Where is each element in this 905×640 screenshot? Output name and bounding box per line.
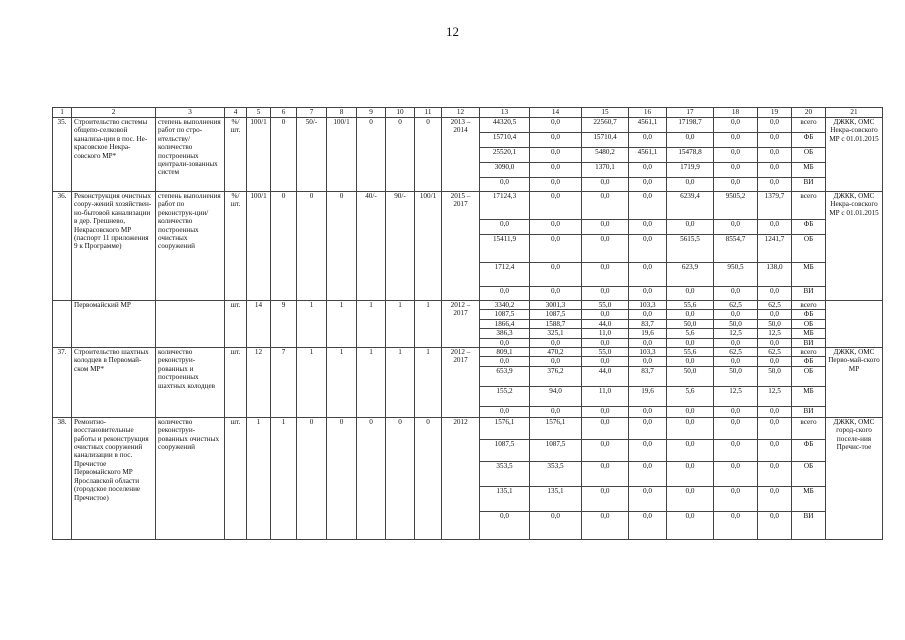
cell-c17: 50,0 bbox=[667, 319, 714, 328]
cell-indicator: степень выполнения работ по реконструк-ции/ количество построенных очистных сооружений bbox=[156, 192, 225, 301]
cell-c15: 11,0 bbox=[582, 329, 629, 338]
cell-funding-source: ВИ bbox=[792, 178, 826, 192]
cell-c16: 4561,1 bbox=[629, 118, 667, 133]
cell-c14: 1087,5 bbox=[530, 439, 582, 461]
cell-c11: 0 bbox=[415, 118, 442, 192]
cell-c17: 50,0 bbox=[667, 366, 714, 386]
cell-c18: 0,0 bbox=[714, 310, 758, 319]
column-number-row bbox=[53, 108, 883, 118]
cell-c19: 0,0 bbox=[758, 417, 792, 439]
cell-c18: 12,5 bbox=[714, 329, 758, 338]
cell-c18: 0,0 bbox=[714, 439, 758, 461]
cell-c15: 0,0 bbox=[582, 287, 629, 301]
cell-c17: 5,6 bbox=[667, 386, 714, 406]
cell-period: 2012 – 2017 bbox=[442, 348, 480, 418]
cell-executor: ДЖКК, ОМС Перво-май-ского МР bbox=[826, 348, 883, 418]
cell-c18: 0,0 bbox=[714, 178, 758, 192]
cell-c13: 386,3 bbox=[480, 329, 530, 338]
cell-c19: 0,0 bbox=[758, 406, 792, 417]
cell-c18: 0,0 bbox=[714, 461, 758, 486]
cell-c14: 325,1 bbox=[530, 329, 582, 338]
column-header-16: 16 bbox=[629, 108, 667, 118]
cell-c17: 623,9 bbox=[667, 263, 714, 287]
cell-c19: 0,0 bbox=[758, 357, 792, 366]
cell-c19: 62,5 bbox=[758, 301, 792, 310]
cell-c16: 0,0 bbox=[629, 461, 667, 486]
cell-c17: 1719,9 bbox=[667, 163, 714, 178]
cell-c5: 1 bbox=[247, 417, 271, 539]
cell-num: 37. bbox=[53, 348, 72, 418]
cell-period: 2012 bbox=[442, 417, 480, 539]
cell-c11: 1 bbox=[415, 348, 442, 418]
cell-c6: 1 bbox=[271, 417, 297, 539]
cell-funding-source: ФБ bbox=[792, 310, 826, 319]
cell-c16: 0,0 bbox=[629, 220, 667, 235]
cell-c17: 15478,8 bbox=[667, 148, 714, 163]
cell-c18: 950,5 bbox=[714, 263, 758, 287]
cell-c15: 0,0 bbox=[582, 406, 629, 417]
cell-funding-source: ФБ bbox=[792, 133, 826, 148]
cell-c14: 1588,7 bbox=[530, 319, 582, 328]
cell-c16: 0,0 bbox=[629, 133, 667, 148]
cell-indicator: количество реконструи-рованных очистных сооружений bbox=[156, 417, 225, 539]
cell-c15: 0,0 bbox=[582, 310, 629, 319]
cell-c13: 3090,0 bbox=[480, 163, 530, 178]
cell-funding-source: всего bbox=[792, 192, 826, 220]
column-header-19: 19 bbox=[758, 108, 792, 118]
cell-c13: 1576,1 bbox=[480, 417, 530, 439]
cell-c16: 0,0 bbox=[629, 287, 667, 301]
cell-c16: 0,0 bbox=[629, 263, 667, 287]
cell-c8: 100/1 bbox=[327, 118, 357, 192]
cell-c15: 0,0 bbox=[582, 357, 629, 366]
cell-c14: 353,5 bbox=[530, 461, 582, 486]
cell-c13: 809,1 bbox=[480, 348, 530, 357]
cell-period: 2012 – 2017 bbox=[442, 301, 480, 348]
column-header-8: 8 bbox=[327, 108, 357, 118]
cell-c14: 94,0 bbox=[530, 386, 582, 406]
cell-c10: 0 bbox=[386, 118, 415, 192]
cell-c14: 0,0 bbox=[530, 406, 582, 417]
cell-c14: 0,0 bbox=[530, 133, 582, 148]
cell-c17: 0,0 bbox=[667, 178, 714, 192]
table-row bbox=[53, 118, 883, 133]
cell-c18: 12,5 bbox=[714, 386, 758, 406]
cell-c17: 5615,5 bbox=[667, 235, 714, 263]
cell-c18: 62,5 bbox=[714, 348, 758, 357]
table-row bbox=[53, 301, 883, 310]
cell-c16: 0,0 bbox=[629, 310, 667, 319]
cell-c13: 25520,1 bbox=[480, 148, 530, 163]
cell-c8: 1 bbox=[327, 301, 357, 348]
program-table bbox=[52, 107, 883, 540]
page-number: 12 bbox=[446, 24, 459, 39]
cell-c13: 1712,4 bbox=[480, 263, 530, 287]
cell-c11: 100/1 bbox=[415, 192, 442, 301]
cell-c15: 0,0 bbox=[582, 178, 629, 192]
cell-c14: 0,0 bbox=[530, 511, 582, 539]
column-header-9: 9 bbox=[357, 108, 386, 118]
cell-c15: 15710,4 bbox=[582, 133, 629, 148]
cell-c15: 55,0 bbox=[582, 348, 629, 357]
cell-c19: 12,5 bbox=[758, 386, 792, 406]
cell-c16: 4561,1 bbox=[629, 148, 667, 163]
cell-c7: 50/- bbox=[297, 118, 327, 192]
cell-c18: 0,0 bbox=[714, 148, 758, 163]
cell-c18: 9505,2 bbox=[714, 192, 758, 220]
cell-c19: 0,0 bbox=[758, 220, 792, 235]
cell-c11: 1 bbox=[415, 301, 442, 348]
cell-period: 2013 – 2014 bbox=[442, 118, 480, 192]
cell-c19: 12,5 bbox=[758, 329, 792, 338]
cell-c16: 0,0 bbox=[629, 439, 667, 461]
cell-c6: 0 bbox=[271, 118, 297, 192]
cell-c7: 1 bbox=[297, 348, 327, 418]
cell-c5: 14 bbox=[247, 301, 271, 348]
cell-funding-source: ФБ bbox=[792, 357, 826, 366]
cell-c15: 0,0 bbox=[582, 338, 629, 347]
cell-c17: 0,0 bbox=[667, 133, 714, 148]
cell-c10: 1 bbox=[386, 301, 415, 348]
cell-c15: 0,0 bbox=[582, 417, 629, 439]
cell-c14: 0,0 bbox=[530, 148, 582, 163]
cell-c18: 0,0 bbox=[714, 118, 758, 133]
cell-c9: 1 bbox=[357, 348, 386, 418]
cell-c17: 0,0 bbox=[667, 511, 714, 539]
cell-c18: 0,0 bbox=[714, 220, 758, 235]
cell-c14: 0,0 bbox=[530, 118, 582, 133]
cell-c13: 353,5 bbox=[480, 461, 530, 486]
cell-c15: 55,0 bbox=[582, 301, 629, 310]
cell-c19: 138,0 bbox=[758, 263, 792, 287]
cell-c5: 100/1 bbox=[247, 118, 271, 192]
cell-c7: 0 bbox=[297, 417, 327, 539]
cell-c10: 1 bbox=[386, 348, 415, 418]
cell-funding-source: ОБ bbox=[792, 148, 826, 163]
cell-c17: 0,0 bbox=[667, 220, 714, 235]
cell-indicator: количество реконструи-рованных и построенных шахтных колодцев bbox=[156, 348, 225, 418]
cell-funding-source: ОБ bbox=[792, 235, 826, 263]
cell-funding-source: ФБ bbox=[792, 220, 826, 235]
column-header-18: 18 bbox=[714, 108, 758, 118]
cell-name: Первомайский МР bbox=[72, 301, 156, 348]
cell-c15: 44,0 bbox=[582, 366, 629, 386]
cell-num: 36. bbox=[53, 192, 72, 301]
cell-c6: 9 bbox=[271, 301, 297, 348]
cell-c13: 3340,2 bbox=[480, 301, 530, 310]
column-header-21: 21 bbox=[826, 108, 883, 118]
cell-executor bbox=[826, 301, 883, 348]
cell-c15: 44,0 bbox=[582, 319, 629, 328]
cell-c16: 0,0 bbox=[629, 235, 667, 263]
cell-c13: 17124,3 bbox=[480, 192, 530, 220]
cell-c10: 90/- bbox=[386, 192, 415, 301]
cell-c13: 0,0 bbox=[480, 357, 530, 366]
column-header-10: 10 bbox=[386, 108, 415, 118]
cell-c6: 7 bbox=[271, 348, 297, 418]
cell-c14: 1087,5 bbox=[530, 310, 582, 319]
column-header-4: 4 bbox=[225, 108, 247, 118]
cell-c17: 0,0 bbox=[667, 338, 714, 347]
cell-funding-source: ОБ bbox=[792, 366, 826, 386]
cell-c16: 0,0 bbox=[629, 486, 667, 511]
column-header-1: 1 bbox=[53, 108, 72, 118]
cell-c15: 22560,7 bbox=[582, 118, 629, 133]
cell-c14: 0,0 bbox=[530, 287, 582, 301]
cell-c15: 0,0 bbox=[582, 235, 629, 263]
cell-c8: 1 bbox=[327, 348, 357, 418]
column-header-17: 17 bbox=[667, 108, 714, 118]
cell-c15: 0,0 bbox=[582, 192, 629, 220]
cell-num: 35. bbox=[53, 118, 72, 192]
cell-c19: 50,0 bbox=[758, 366, 792, 386]
cell-c17: 55,6 bbox=[667, 301, 714, 310]
cell-c9: 1 bbox=[357, 301, 386, 348]
cell-funding-source: МБ bbox=[792, 486, 826, 511]
cell-unit: шт. bbox=[225, 417, 247, 539]
cell-c19: 1379,7 bbox=[758, 192, 792, 220]
cell-c19: 0,0 bbox=[758, 338, 792, 347]
cell-c16: 0,0 bbox=[629, 338, 667, 347]
cell-c11: 0 bbox=[415, 417, 442, 539]
cell-c18: 0,0 bbox=[714, 287, 758, 301]
table-row bbox=[53, 417, 883, 439]
cell-c16: 19,6 bbox=[629, 386, 667, 406]
cell-c19: 0,0 bbox=[758, 148, 792, 163]
cell-c17: 17198,7 bbox=[667, 118, 714, 133]
cell-c13: 0,0 bbox=[480, 511, 530, 539]
cell-c17: 0,0 bbox=[667, 287, 714, 301]
column-header-12: 12 bbox=[442, 108, 480, 118]
cell-c14: 1576,1 bbox=[530, 417, 582, 439]
cell-c18: 0,0 bbox=[714, 338, 758, 347]
cell-num: 38. bbox=[53, 417, 72, 539]
cell-funding-source: МБ bbox=[792, 263, 826, 287]
cell-c18: 0,0 bbox=[714, 511, 758, 539]
cell-funding-source: всего bbox=[792, 301, 826, 310]
cell-c16: 0,0 bbox=[629, 511, 667, 539]
cell-c15: 0,0 bbox=[582, 220, 629, 235]
cell-c10: 0 bbox=[386, 417, 415, 539]
cell-c15: 11,0 bbox=[582, 386, 629, 406]
cell-c19: 50,0 bbox=[758, 319, 792, 328]
cell-c19: 0,0 bbox=[758, 287, 792, 301]
cell-c14: 470,2 bbox=[530, 348, 582, 357]
cell-c16: 19,6 bbox=[629, 329, 667, 338]
cell-c14: 0,0 bbox=[530, 163, 582, 178]
cell-c18: 0,0 bbox=[714, 486, 758, 511]
cell-c13: 1087,5 bbox=[480, 439, 530, 461]
cell-c19: 0,0 bbox=[758, 118, 792, 133]
cell-c5: 100/1 bbox=[247, 192, 271, 301]
cell-c15: 0,0 bbox=[582, 263, 629, 287]
cell-funding-source: МБ bbox=[792, 386, 826, 406]
cell-c9: 0 bbox=[357, 417, 386, 539]
cell-c16: 83,7 bbox=[629, 366, 667, 386]
cell-c9: 40/- bbox=[357, 192, 386, 301]
cell-c17: 0,0 bbox=[667, 417, 714, 439]
cell-funding-source: ОБ bbox=[792, 319, 826, 328]
cell-c18: 50,0 bbox=[714, 319, 758, 328]
cell-c14: 0,0 bbox=[530, 357, 582, 366]
cell-c14: 0,0 bbox=[530, 192, 582, 220]
table-row bbox=[53, 348, 883, 357]
cell-c19: 0,0 bbox=[758, 133, 792, 148]
cell-c19: 1241,7 bbox=[758, 235, 792, 263]
cell-c8: 0 bbox=[327, 192, 357, 301]
cell-c19: 0,0 bbox=[758, 163, 792, 178]
cell-c16: 0,0 bbox=[629, 417, 667, 439]
cell-c16: 0,0 bbox=[629, 357, 667, 366]
cell-c16: 0,0 bbox=[629, 406, 667, 417]
cell-c17: 0,0 bbox=[667, 439, 714, 461]
cell-c18: 62,5 bbox=[714, 301, 758, 310]
cell-c16: 0,0 bbox=[629, 163, 667, 178]
cell-c13: 15710,4 bbox=[480, 133, 530, 148]
cell-c8: 0 bbox=[327, 417, 357, 539]
cell-executor: ДЖКК, ОМС город-ского поселе-ния Пречис-тое bbox=[826, 417, 883, 539]
cell-funding-source: ВИ bbox=[792, 406, 826, 417]
cell-c13: 135,1 bbox=[480, 486, 530, 511]
cell-c13: 1866,4 bbox=[480, 319, 530, 328]
column-header-15: 15 bbox=[582, 108, 629, 118]
cell-c13: 0,0 bbox=[480, 338, 530, 347]
column-header-11: 11 bbox=[415, 108, 442, 118]
cell-c19: 0,0 bbox=[758, 439, 792, 461]
cell-name: Реконструкция очистных соору-жений хозяйствен-но-бытовой канализации в дер. Грешнево, Некрасовского МР (паспорт 11 приложения 9 к Программе) bbox=[72, 192, 156, 301]
cell-executor: ДЖКК, ОМС Некра-совского МР с 01.01.2015 bbox=[826, 192, 883, 301]
cell-funding-source: всего bbox=[792, 348, 826, 357]
cell-c14: 0,0 bbox=[530, 338, 582, 347]
cell-c19: 62,5 bbox=[758, 348, 792, 357]
cell-c18: 0,0 bbox=[714, 357, 758, 366]
cell-c18: 50,0 bbox=[714, 366, 758, 386]
cell-c13: 0,0 bbox=[480, 220, 530, 235]
cell-c18: 8554,7 bbox=[714, 235, 758, 263]
cell-name: Ремонтно-восстановительные работы и реконструкция очистных сооружений канализации в пос. Пречистое Первомайского МР Ярославской области (городское поселение Пречистое) bbox=[72, 417, 156, 539]
cell-c17: 5,6 bbox=[667, 329, 714, 338]
cell-funding-source: МБ bbox=[792, 163, 826, 178]
cell-c13: 0,0 bbox=[480, 406, 530, 417]
cell-c7: 0 bbox=[297, 192, 327, 301]
cell-executor: ДЖКК, ОМС Некра-совского МР с 01.01.2015 bbox=[826, 118, 883, 192]
cell-funding-source: ФБ bbox=[792, 439, 826, 461]
column-header-13: 13 bbox=[480, 108, 530, 118]
cell-c13: 155,2 bbox=[480, 386, 530, 406]
cell-c16: 0,0 bbox=[629, 178, 667, 192]
cell-unit: %/ шт. bbox=[225, 118, 247, 192]
cell-c9: 0 bbox=[357, 118, 386, 192]
cell-indicator bbox=[156, 301, 225, 348]
cell-funding-source: МБ bbox=[792, 329, 826, 338]
cell-funding-source: ВИ bbox=[792, 287, 826, 301]
cell-unit: шт. bbox=[225, 301, 247, 348]
cell-c14: 0,0 bbox=[530, 220, 582, 235]
column-header-2: 2 bbox=[72, 108, 156, 118]
cell-c18: 0,0 bbox=[714, 163, 758, 178]
table-row bbox=[53, 192, 883, 220]
column-header-6: 6 bbox=[271, 108, 297, 118]
cell-c15: 1370,1 bbox=[582, 163, 629, 178]
cell-name: Строительство системы общепо-селковой канализа-ции в пос. Не-красовское Некра-совского МР* bbox=[72, 118, 156, 192]
cell-c19: 0,0 bbox=[758, 461, 792, 486]
cell-c13: 653,9 bbox=[480, 366, 530, 386]
cell-c17: 0,0 bbox=[667, 461, 714, 486]
cell-unit: шт. bbox=[225, 348, 247, 418]
cell-funding-source: всего bbox=[792, 417, 826, 439]
cell-c16: 0,0 bbox=[629, 192, 667, 220]
cell-funding-source: ВИ bbox=[792, 338, 826, 347]
cell-num bbox=[53, 301, 72, 348]
cell-c13: 1087,5 bbox=[480, 310, 530, 319]
cell-c17: 0,0 bbox=[667, 357, 714, 366]
cell-funding-source: ВИ bbox=[792, 511, 826, 539]
cell-c7: 1 bbox=[297, 301, 327, 348]
cell-c18: 0,0 bbox=[714, 406, 758, 417]
cell-c19: 0,0 bbox=[758, 310, 792, 319]
cell-c17: 0,0 bbox=[667, 406, 714, 417]
cell-c18: 0,0 bbox=[714, 417, 758, 439]
cell-c15: 5480,2 bbox=[582, 148, 629, 163]
cell-c17: 0,0 bbox=[667, 486, 714, 511]
cell-c17: 55,6 bbox=[667, 348, 714, 357]
column-header-7: 7 bbox=[297, 108, 327, 118]
cell-c16: 103,3 bbox=[629, 348, 667, 357]
cell-funding-source: всего bbox=[792, 118, 826, 133]
cell-c13: 44320,5 bbox=[480, 118, 530, 133]
cell-c6: 0 bbox=[271, 192, 297, 301]
cell-c15: 0,0 bbox=[582, 486, 629, 511]
column-header-20: 20 bbox=[792, 108, 826, 118]
cell-c19: 0,0 bbox=[758, 486, 792, 511]
cell-c19: 0,0 bbox=[758, 511, 792, 539]
cell-c15: 0,0 bbox=[582, 511, 629, 539]
cell-c13: 15411,9 bbox=[480, 235, 530, 263]
cell-c14: 376,2 bbox=[530, 366, 582, 386]
cell-c14: 3001,3 bbox=[530, 301, 582, 310]
cell-c13: 0,0 bbox=[480, 178, 530, 192]
cell-c19: 0,0 bbox=[758, 178, 792, 192]
column-header-3: 3 bbox=[156, 108, 225, 118]
cell-c15: 0,0 bbox=[582, 461, 629, 486]
cell-c14: 0,0 bbox=[530, 178, 582, 192]
column-header-14: 14 bbox=[530, 108, 582, 118]
cell-c14: 135,1 bbox=[530, 486, 582, 511]
cell-c18: 0,0 bbox=[714, 133, 758, 148]
cell-c17: 6239,4 bbox=[667, 192, 714, 220]
cell-indicator: степень выполнения работ по стро-ительству/ количество построенных централи-зованных систем bbox=[156, 118, 225, 192]
cell-c14: 0,0 bbox=[530, 235, 582, 263]
cell-c5: 12 bbox=[247, 348, 271, 418]
cell-c17: 0,0 bbox=[667, 310, 714, 319]
cell-c16: 103,3 bbox=[629, 301, 667, 310]
cell-c16: 83,7 bbox=[629, 319, 667, 328]
cell-name: Строительство шахтных колодцев в Первомай-ском МР* bbox=[72, 348, 156, 418]
cell-c13: 0,0 bbox=[480, 287, 530, 301]
column-header-5: 5 bbox=[247, 108, 271, 118]
cell-period: 2015 – 2017 bbox=[442, 192, 480, 301]
cell-c14: 0,0 bbox=[530, 263, 582, 287]
cell-funding-source: ОБ bbox=[792, 461, 826, 486]
cell-c15: 0,0 bbox=[582, 439, 629, 461]
cell-unit: %/ шт. bbox=[225, 192, 247, 301]
